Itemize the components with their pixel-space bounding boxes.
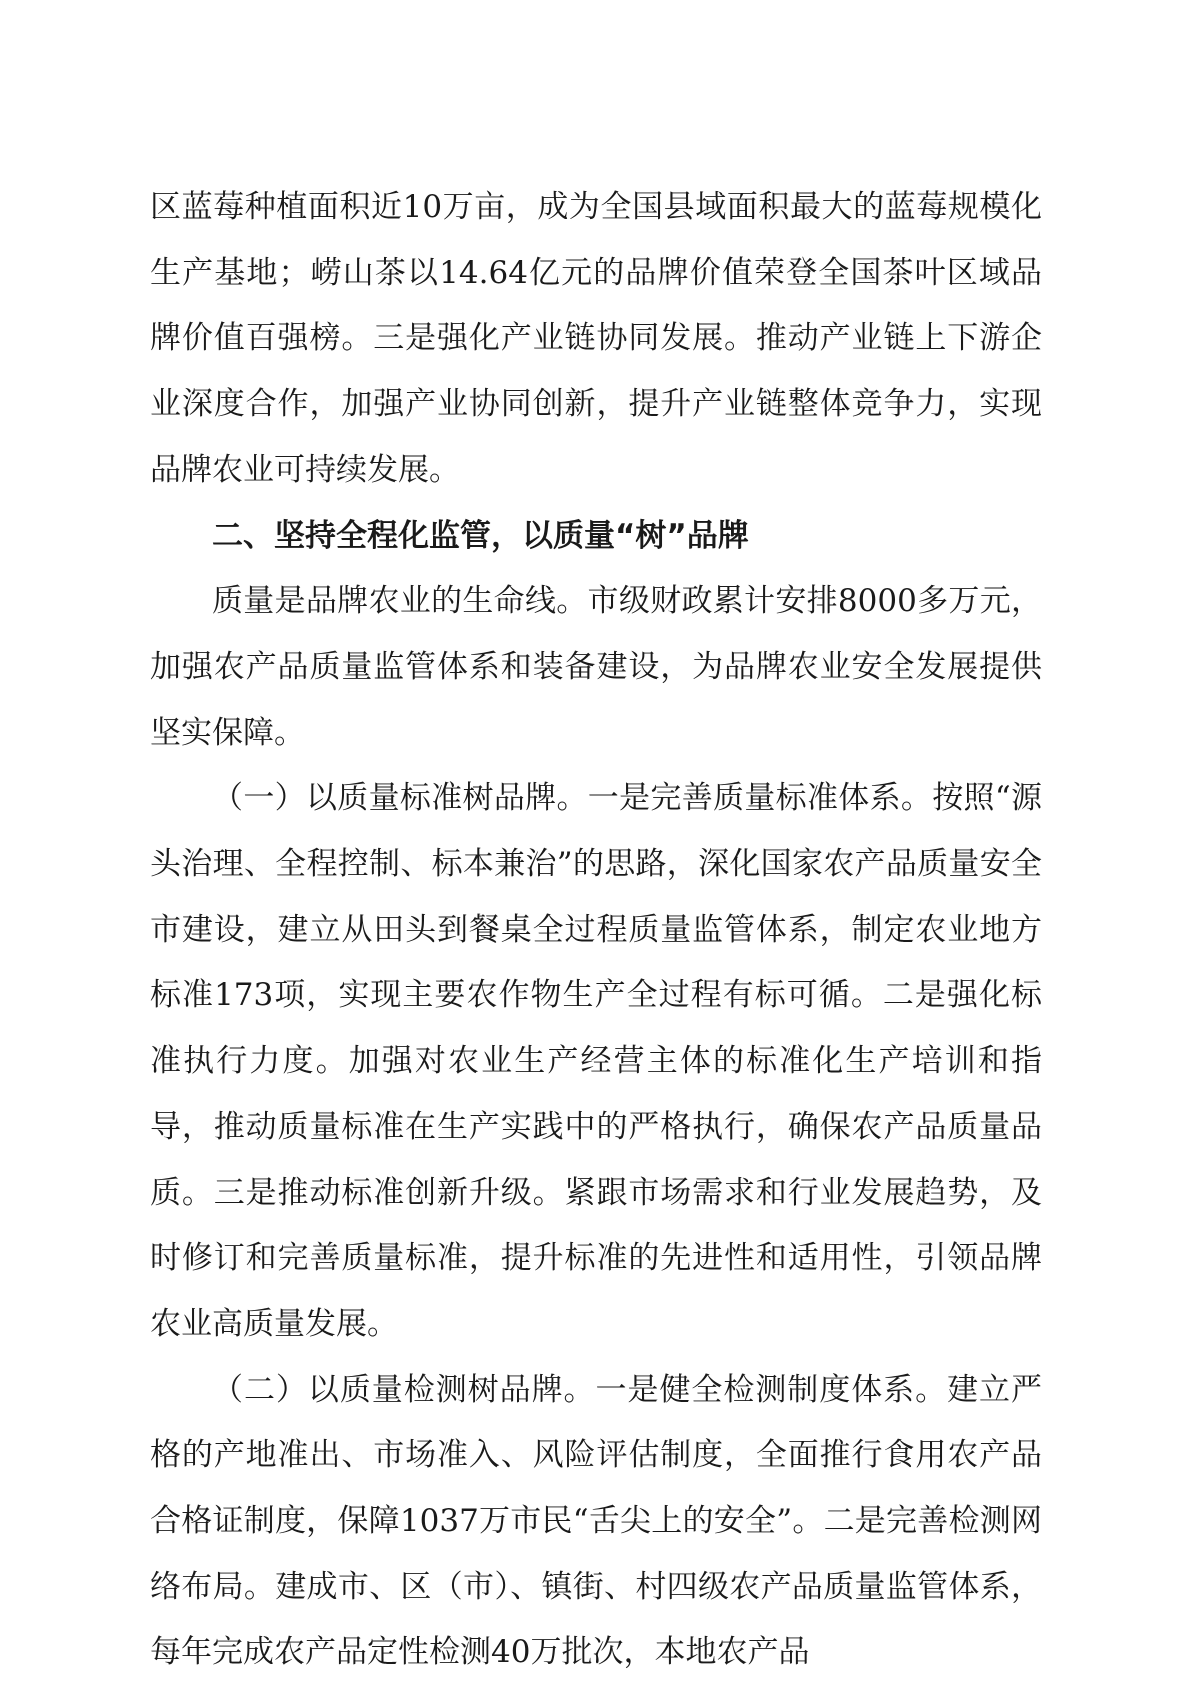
paragraph-quality-standards: （一）以质量标准树品牌。一是完善质量标准体系。按照“源头治理、全程控制、标本兼治”的思路，深化国家农产品质量安全市建设，建立从田头到餐桌全过程质量监管体系，制定农业地方标准173项，实现主要农作物生产全过程有标可循。二是强化标准执行力度。加强对农业生产经营主体的标准化生产培训和指导，推动质量标准在生产实践中的严格执行，确保农产品质量品质。三是推动标准创新升级。紧跟市场需求和行业发展趋势，及时修订和完善质量标准，提升标准的先进性和适用性，引领品牌农业高质量发展。 (150, 780, 1042, 1342)
section-heading: 二、坚持全程化监管，以质量“树”品牌 (212, 517, 749, 554)
document-body (150, 175, 1042, 1686)
paragraph-quality-testing: （二）以质量检测树品牌。一是健全检测制度体系。建立严格的产地准出、市场准入、风险评估制度，全面推行食用农产品合格证制度，保障1037万市民“舌尖上的安全”。二是完善检测网络布局。建成市、区（市）、镇街、村四级农产品质量监管体系，每年完成农产品定性检测40万批次，本地农产品 (150, 1371, 1042, 1671)
paragraph-quality-intro: 质量是品牌农业的生命线。市级财政累计安排8000多万元，加强农产品质量监管体系和装备建设，为品牌农业安全发展提供坚实保障。 (150, 583, 1042, 751)
paragraph-continuation: 区蓝莓种植面积近10万亩，成为全国县域面积最大的蓝莓规模化生产基地；崂山茶以14.64亿元的品牌价值荣登全国茶叶区域品牌价值百强榜。三是强化产业链协同发展。推动产业链上下游企业深度合作，加强产业协同创新，提升产业链整体竞争力，实现品牌农业可持续发展。 (150, 189, 1042, 488)
